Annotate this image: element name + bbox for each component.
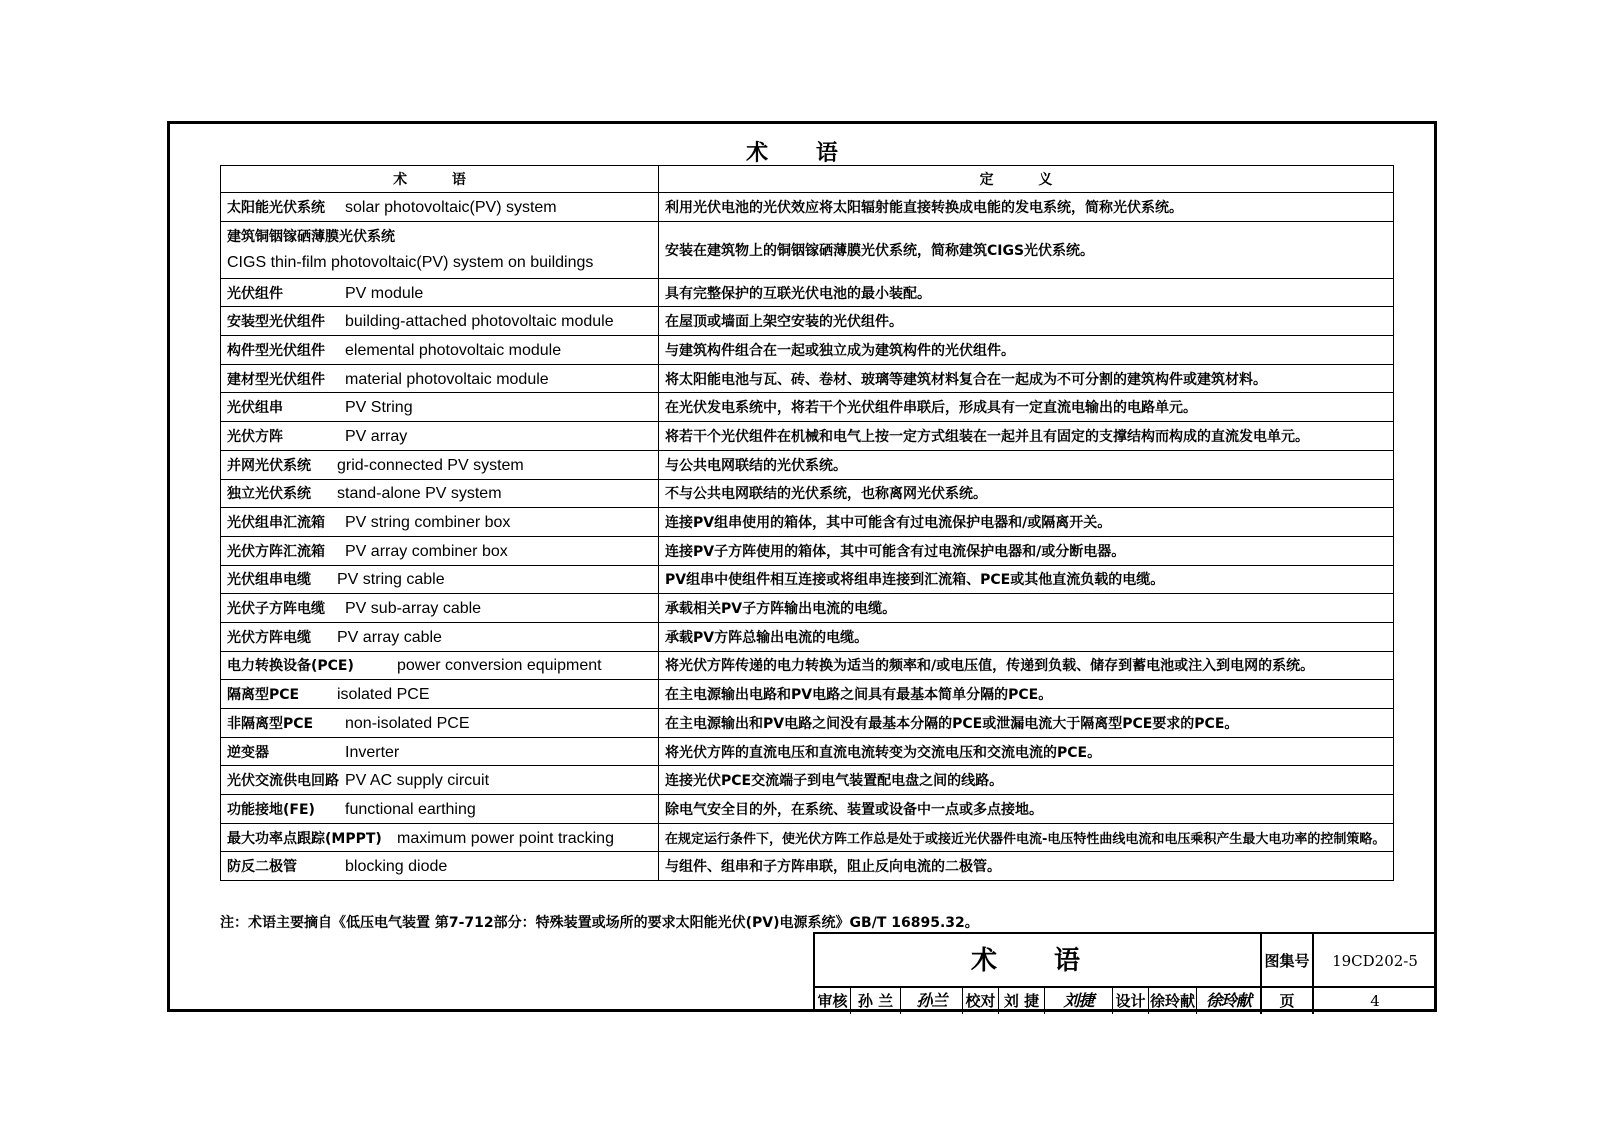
term-cell <box>221 536 659 565</box>
review-signature: 孙兰 <box>901 988 963 1014</box>
term-cell <box>221 823 659 852</box>
table-row <box>221 622 1394 651</box>
table-header-row <box>221 166 1394 193</box>
term-cell <box>221 307 659 336</box>
term-chinese: 太阳能光伏系统 <box>227 199 325 216</box>
term-cell <box>221 709 659 738</box>
table-row <box>221 393 1394 422</box>
page-number: 4 <box>1370 992 1380 1010</box>
atlas-number-label: 图集号 <box>1262 934 1314 988</box>
table-row <box>221 651 1394 680</box>
term-cell <box>221 450 659 479</box>
definition-cell: 与建筑构件组合在一起或独立成为建筑构件的光伏组件。 <box>659 336 1394 365</box>
term-chinese: 安装型光伏组件 <box>227 314 325 331</box>
definition-cell: 连接PV子方阵使用的箱体，其中可能含有过电流保护电器和/或分断电器。 <box>659 536 1394 565</box>
definition-cell: 在主电源输出电路和PV电路之间具有最基本简单分隔的PCE。 <box>659 680 1394 709</box>
term-cell <box>221 393 659 422</box>
definition-cell: 不与公共电网联结的光伏系统，也称离网光伏系统。 <box>659 479 1394 508</box>
term-chinese: 建筑铜铟镓硒薄膜光伏系统 <box>227 228 395 245</box>
term-english: PV array <box>345 427 408 445</box>
term-chinese: 光伏方阵汇流箱 <box>227 543 325 560</box>
term-english: elemental photovoltaic module <box>345 341 562 359</box>
term-cell <box>221 508 659 537</box>
term-cell <box>221 364 659 393</box>
definition-cell: 与公共电网联结的光伏系统。 <box>659 450 1394 479</box>
page-title: 术 语 <box>746 141 858 166</box>
definition-cell: 将光伏方阵传递的电力转换为适当的频率和/或电压值，传递到负载、储存到蓄电池或注入到电网的系统。 <box>659 651 1394 680</box>
term-english: grid-connected PV system <box>337 456 524 474</box>
check-signature: 刘捷 <box>1045 988 1113 1014</box>
term-english: blocking diode <box>345 858 448 876</box>
definition-cell: 将太阳能电池与瓦、砖、卷材、玻璃等建筑材料复合在一起成为不可分割的建筑构件或建筑材料。 <box>659 364 1394 393</box>
term-chinese: 独立光伏系统 <box>227 486 311 503</box>
term-cell <box>221 651 659 680</box>
term-english: stand-alone PV system <box>337 485 502 503</box>
term-english: power conversion equipment <box>397 657 602 675</box>
term-cell <box>221 193 659 222</box>
term-cell <box>221 795 659 824</box>
title-block <box>813 932 1434 1012</box>
table-row <box>221 278 1394 307</box>
term-english: material photovoltaic module <box>345 370 549 388</box>
review-name: 孙 兰 <box>851 988 901 1014</box>
term-english: functional earthing <box>345 800 476 818</box>
term-cell <box>221 336 659 365</box>
design-name: 徐玲献 <box>1149 988 1197 1014</box>
table-row <box>221 594 1394 623</box>
term-english: PV String <box>345 399 413 417</box>
table-row <box>221 450 1394 479</box>
table-row <box>221 479 1394 508</box>
term-chinese: 最大功率点跟踪(MPPT) <box>227 830 382 847</box>
definition-cell: 利用光伏电池的光伏效应将太阳辐射能直接转换成电能的发电系统，简称光伏系统。 <box>659 193 1394 222</box>
term-english: PV sub-array cable <box>345 600 482 618</box>
terms-table <box>220 165 1394 881</box>
table-row <box>221 823 1394 852</box>
term-chinese: 光伏组件 <box>227 285 283 302</box>
review-label: 审核 <box>815 988 851 1014</box>
term-cell <box>221 594 659 623</box>
term-english: non-isolated PCE <box>345 714 470 732</box>
page-label: 页 <box>1262 988 1314 1014</box>
term-chinese: 光伏子方阵电缆 <box>227 601 325 618</box>
table-row <box>221 795 1394 824</box>
term-cell <box>221 221 659 278</box>
atlas-number-value: 19CD202-5 <box>1314 934 1436 988</box>
table-row <box>221 508 1394 537</box>
term-chinese: 功能接地(FE) <box>227 801 315 818</box>
definition-cell: 在光伏发电系统中，将若干个光伏组件串联后，形成具有一定直流电输出的电路单元。 <box>659 393 1394 422</box>
term-cell <box>221 680 659 709</box>
design-signature: 徐玲献 <box>1205 991 1251 1010</box>
definition-cell: 除电气安全目的外，在系统、装置或设备中一点或多点接地。 <box>659 795 1394 824</box>
check-name: 刘 捷 <box>999 988 1045 1014</box>
term-cell <box>221 422 659 451</box>
table-row <box>221 422 1394 451</box>
header-term: 术 语 <box>221 166 659 193</box>
term-chinese: 光伏组串 <box>227 400 283 417</box>
term-english: PV module <box>345 284 424 302</box>
term-english: solar photovoltaic(PV) system <box>345 198 557 216</box>
table-row <box>221 709 1394 738</box>
term-cell <box>221 278 659 307</box>
definition-cell: 连接光伏PCE交流端子到电气装置配电盘之间的线路。 <box>659 766 1394 795</box>
term-english: Inverter <box>345 743 400 761</box>
term-english: PV string combiner box <box>345 514 511 532</box>
term-chinese: 防反二极管 <box>227 859 297 876</box>
term-chinese: 并网光伏系统 <box>227 457 311 474</box>
definition-cell: 将若干个光伏组件在机械和电气上按一定方式组装在一起并且有固定的支撑结构而构成的直流发电单元。 <box>659 422 1394 451</box>
terms-body <box>221 193 1394 881</box>
term-cell <box>221 737 659 766</box>
term-chinese: 光伏组串汇流箱 <box>227 515 325 532</box>
signature-row <box>815 988 1262 1014</box>
definition-cell: 将光伏方阵的直流电压和直流电流转变为交流电压和交流电流的PCE。 <box>659 737 1394 766</box>
term-chinese: 建材型光伏组件 <box>227 371 325 388</box>
table-row <box>221 565 1394 594</box>
term-english: PV AC supply circuit <box>345 772 490 790</box>
term-chinese: 光伏方阵 <box>227 428 283 445</box>
design-label: 设计 <box>1113 988 1149 1014</box>
term-chinese: 非隔离型PCE <box>227 715 314 732</box>
term-chinese: 光伏方阵电缆 <box>227 629 311 646</box>
definition-cell: 承载相关PV子方阵输出电流的电缆。 <box>659 594 1394 623</box>
source-note: 注：术语主要摘自《低压电气装置 第7-712部分：特殊装置或场所的要求太阳能光伏(PV)电源系统》GB/T 16895.32。 <box>220 915 979 931</box>
term-english: PV array combiner box <box>345 542 508 560</box>
table-row <box>221 307 1394 336</box>
term-chinese: 隔离型PCE <box>227 687 300 704</box>
term-chinese: 电力转换设备(PCE) <box>227 658 354 675</box>
table-row <box>221 193 1394 222</box>
table-row <box>221 737 1394 766</box>
definition-cell: 与组件、组串和子方阵串联，阻止反向电流的二极管。 <box>659 852 1394 881</box>
term-cell <box>221 766 659 795</box>
term-english: maximum power point tracking <box>397 829 614 847</box>
drawing-sheet <box>167 121 1437 1012</box>
definition-cell: 安装在建筑物上的铜铟镓硒薄膜光伏系统，简称建筑CIGS光伏系统。 <box>659 221 1394 278</box>
definition-cell: PV组串中使组件相互连接或将组串连接到汇流箱、PCE或其他直流负载的电缆。 <box>659 565 1394 594</box>
term-cell <box>221 622 659 651</box>
definition-cell: 在规定运行条件下，使光伏方阵工作总是处于或接近光伏器件电流-电压特性曲线电流和电压乘积产生最大电功率的控制策略。 <box>659 823 1394 852</box>
term-cell <box>221 479 659 508</box>
term-chinese: 光伏组串电缆 <box>227 572 311 589</box>
table-row <box>221 852 1394 881</box>
term-chinese: 逆变器 <box>227 744 269 761</box>
table-row <box>221 364 1394 393</box>
term-english: PV string cable <box>337 571 445 589</box>
table-row <box>221 680 1394 709</box>
term-chinese: 光伏交流供电回路 <box>227 773 339 790</box>
title-block-title: 术 语 <box>815 934 1262 988</box>
header-definition: 定 义 <box>659 166 1394 193</box>
definition-cell: 在屋顶或墙面上架空安装的光伏组件。 <box>659 307 1394 336</box>
term-english: PV array cable <box>337 628 442 646</box>
table-row <box>221 536 1394 565</box>
term-chinese: 构件型光伏组件 <box>227 342 325 359</box>
definition-cell: 连接PV组串使用的箱体，其中可能含有过电流保护电器和/或隔离开关。 <box>659 508 1394 537</box>
term-english: isolated PCE <box>337 686 430 704</box>
definition-cell: 在主电源输出和PV电路之间没有最基本分隔的PCE或泄漏电流大于隔离型PCE要求的PCE。 <box>659 709 1394 738</box>
term-cell <box>221 852 659 881</box>
check-label: 校对 <box>963 988 999 1014</box>
table-row <box>221 336 1394 365</box>
definition-cell: 具有完整保护的互联光伏电池的最小装配。 <box>659 278 1394 307</box>
term-english: CIGS thin-film photovoltaic(PV) system on buildings <box>227 253 594 271</box>
term-english: building-attached photovoltaic module <box>345 313 614 331</box>
table-row <box>221 766 1394 795</box>
table-row <box>221 221 1394 278</box>
definition-cell: 承载PV方阵总输出电流的电缆。 <box>659 622 1394 651</box>
term-cell <box>221 565 659 594</box>
